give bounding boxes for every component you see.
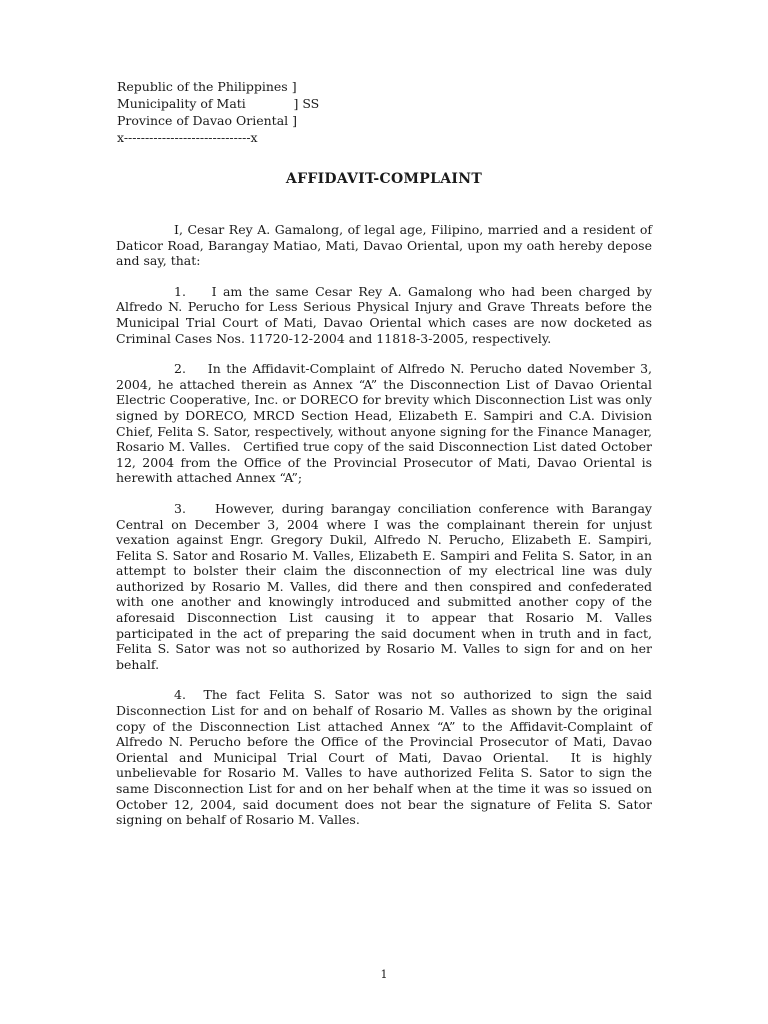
paragraph-2: 2. In the Affidavit-Complaint of Alfredo N. Perucho dated November 3, 2004, he attached therein as Annex “A” the Disconnection List of Davao Oriental Electric Cooperative, Inc. or DORECO for brevity which Disconnection List was only signed by DORECO, MRCD Section Head, Elizabeth E. Sampiri and C.A. Division Chief, Felita S. Sator, respectively, without anyone signing for the Finance Manager, Rosario M. Valles. Certified true copy of the said Disconnection List dated October 12, 2004 from the Office of the Provincial Prosecutor of Mati, Davao Oriental is herewith attached Annex “A”; bbox=[116, 361, 652, 486]
paragraph-4: 4. The fact Felita S. Sator was not so authorized to sign the said Disconnection List for and on behalf of Rosario M. Valles as shown by the original copy of the Disconnection List attached Annex “A” to the Affidavit-Complaint of Alfredo N. Perucho before the Office of the Provincial Prosecutor of Mati, Davao Oriental and Municipal Trial Court of Mati, Davao Oriental. It is highly unbelievable for Rosario M. Valles to have authorized Felita S. Sator to sign the same Disconnection List for and on her behalf when at the time it was so issued on October 12, 2004, said document does not bear the signature of Felita S. Sator signing on behalf of Rosario M. Valles. bbox=[116, 687, 652, 828]
intro-paragraph: I, Cesar Rey A. Gamalong, of legal age, Filipino, married and a resident of Daticor Road, Barangay Matiao, Mati, Davao Oriental, upon my oath hereby depose and say, that: bbox=[116, 222, 652, 269]
paragraph-3: 3. However, during barangay conciliation conference with Barangay Central on December 3, 2004 where I was the complainant therein for unjust vexation against Engr. Gregory Dukil, Alfredo N. Perucho, Elizabeth E. Sampiri, Felita S. Sator and Rosario M. Valles, Elizabeth E. Sampiri and Felita S. Sator, in an attempt to bolster their claim the disconnection of my electrical line was duly authorized by Rosario M. Valles, did there and then conspired and confederated with one another and knowingly introduced and submitted another copy of the aforesaid Disconnection List causing it to appear that Rosario M. Valles participated in the act of preparing the said document when in truth and in fact, Felita S. Sator was not so authorized by Rosario M. Valles to sign for and on her behalf. bbox=[116, 500, 652, 672]
page-number: 1 bbox=[380, 968, 388, 981]
caption-republic: Republic of the Philippines ] bbox=[117, 79, 297, 94]
case-caption bbox=[117, 78, 319, 146]
document-title: AFFIDAVIT-COMPLAINT bbox=[285, 171, 483, 187]
caption-municipality: Municipality of Mati ] SS bbox=[117, 96, 320, 111]
affidavit-body bbox=[116, 222, 652, 843]
caption-separator: x------------------------------x bbox=[117, 130, 258, 145]
paragraph-1: 1. I am the same Cesar Rey A. Gamalong who had been charged by Alfredo N. Perucho for Less Serious Physical Injury and Grave Threats before the Municipal Trial Court of Mati, Davao Oriental which cases are now docketed as Criminal Cases Nos. 11720-12-2004 and 11818-3-2005, respectively. bbox=[116, 283, 652, 346]
caption-province: Province of Davao Oriental ] bbox=[117, 113, 297, 128]
